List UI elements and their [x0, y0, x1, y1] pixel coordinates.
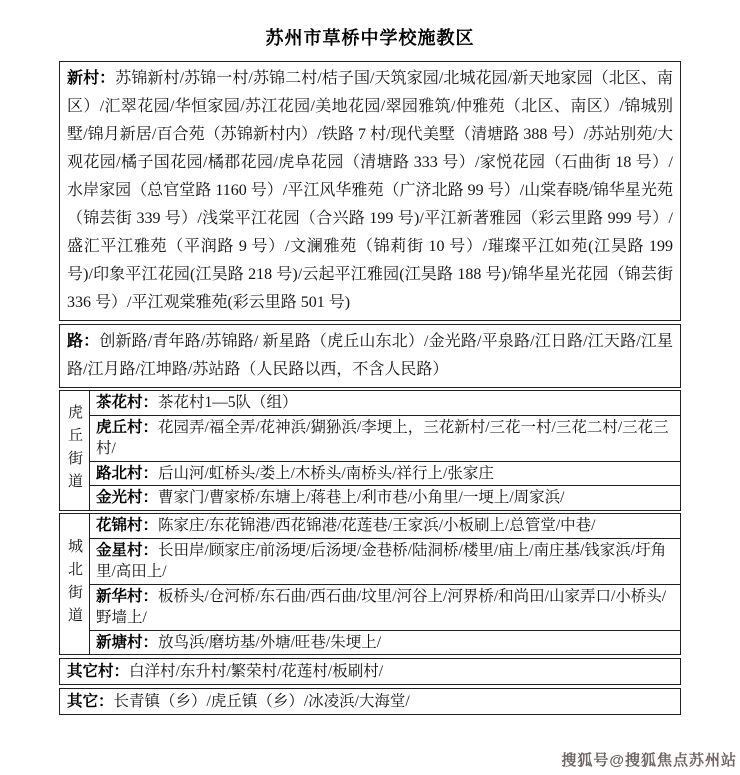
village-row-xinhua — [90, 585, 680, 631]
row-other-text — [60, 689, 680, 715]
village-row-jinxing — [90, 539, 680, 585]
section-huqiu-street — [59, 390, 681, 511]
village-label: 花锦村： — [96, 517, 159, 534]
village-label: 新塘村： — [96, 633, 159, 651]
village-row-lubei — [90, 462, 680, 487]
row-roads — [59, 324, 681, 388]
village-content: 曹家门/曹家桥/东塘上/蒋巷上/利市巷/小角里/一埂上/周家浜/ — [158, 489, 565, 506]
huqiu-village-rows — [90, 391, 680, 510]
chengbei-village-rows — [90, 514, 680, 654]
page-title: 苏州市草桥中学校施教区 — [265, 28, 475, 48]
village-label: 金光村： — [96, 489, 159, 506]
village-row-huqiu — [90, 416, 680, 462]
row-label: 其它村： — [67, 662, 130, 680]
row-label: 新村： — [67, 70, 116, 87]
row-new-villages-text — [60, 62, 680, 320]
village-label: 新华村： — [96, 587, 159, 605]
row-content: 长青镇（乡）/虎丘镇（乡）/冰凌浜/大海堂/ — [113, 692, 410, 710]
village-content: 板桥头/仓河桥/东石曲/西石曲/坟里/河谷上/河界桥/和尚田/山家弄口/小桥头/野墙上/ — [96, 587, 667, 626]
watermark-sohu: 搜狐号@搜狐焦点苏州站 — [561, 752, 737, 769]
village-content: 花园弄/福全弄/花神浜/猢狲浜/李埂上，三花新村/三花一村/三花二村/三花三村/ — [96, 418, 669, 457]
street-label-chengbei: 城北街道 — [60, 514, 90, 654]
village-row-chahua — [90, 391, 680, 416]
section-chengbei-street — [59, 513, 681, 655]
document-page — [0, 24, 740, 769]
village-row-jinguang — [90, 486, 680, 510]
village-label: 金星村： — [96, 541, 159, 559]
village-content: 后山河/虹桥头/娄上/木桥头/南桥头/祥行上/张家庄 — [158, 464, 494, 482]
row-content: 苏锦新村/苏锦一村/苏锦二村/桔子国/天筑家园/北城花园/新天地家园（北区、南区）/汇翠花园/华恒家园/苏江花园/美地花园/翠园雅筑/仲雅苑（北区、南区）/锦城别墅/锦月新居/百合苑（苏锦新村内）/铁路 7 村/现代美墅（清塘路 388 号）/苏站别苑/大观花园/橘子国花园/橘郡花园/虎阜花园（清塘路 333 号）/家悦花园（石曲街 18 号）/水岸家园（总官堂路 1160 号）/平江风华雅苑（广济北路 99 号）/山棠春晓/锦华星光苑（锦芸街 339 号）/浅棠平江花园（合兴路 199 号)/平江新著雅园（彩云里路 999 号）/盛汇平江雅苑（平润路 9 号）/文澜雅苑（锦莉街 10 号）/璀璨平江如苑(江昊路 199 号)/印象平江花园(江昊路 218 号)/云起平江雅园(江昊路 188 号)/锦华星光花园（锦芸街 336 号）/平江观棠雅苑(彩云里路 501 号) — [67, 70, 673, 311]
district-table — [59, 61, 681, 715]
row-other — [59, 688, 681, 716]
village-row-xintang — [90, 631, 680, 655]
village-content: 陈家庄/东花锦港/西花锦港/花莲巷/王家浜/小板刷上/总管堂/中巷/ — [158, 517, 596, 534]
village-content: 长田岸/顾家庄/前汤埂/后汤埂/金巷桥/陆洞桥/楼里/庙上/南庄基/钱家浜/圩角里/高田上/ — [96, 541, 667, 580]
village-label: 路北村： — [96, 464, 159, 482]
street-label-huqiu: 虎丘街道 — [60, 391, 90, 510]
village-label: 虎丘村： — [96, 418, 159, 436]
village-label: 茶花村： — [96, 394, 159, 411]
village-row-huajin — [90, 514, 680, 539]
row-content: 白洋村/东升村/繁荣村/花莲村/板刷村/ — [129, 662, 384, 680]
row-other-villages-text — [60, 659, 680, 685]
village-content: 茶花村1—5队（组） — [158, 394, 298, 411]
row-label: 其它： — [67, 692, 114, 710]
row-other-villages — [59, 658, 681, 686]
row-roads-text — [60, 325, 680, 387]
row-new-villages — [59, 61, 681, 321]
row-content: 创新路/青年路/苏锦路/ 新星路（虎丘山东北）/金光路/平泉路/江日路/江天路/江星路/江月路/江坤路/苏站路（人民路以西，不含人民路） — [67, 332, 673, 378]
village-content: 放鸟浜/磨坊基/外塘/旺巷/朱埂上/ — [158, 633, 382, 651]
row-label: 路： — [67, 332, 100, 350]
